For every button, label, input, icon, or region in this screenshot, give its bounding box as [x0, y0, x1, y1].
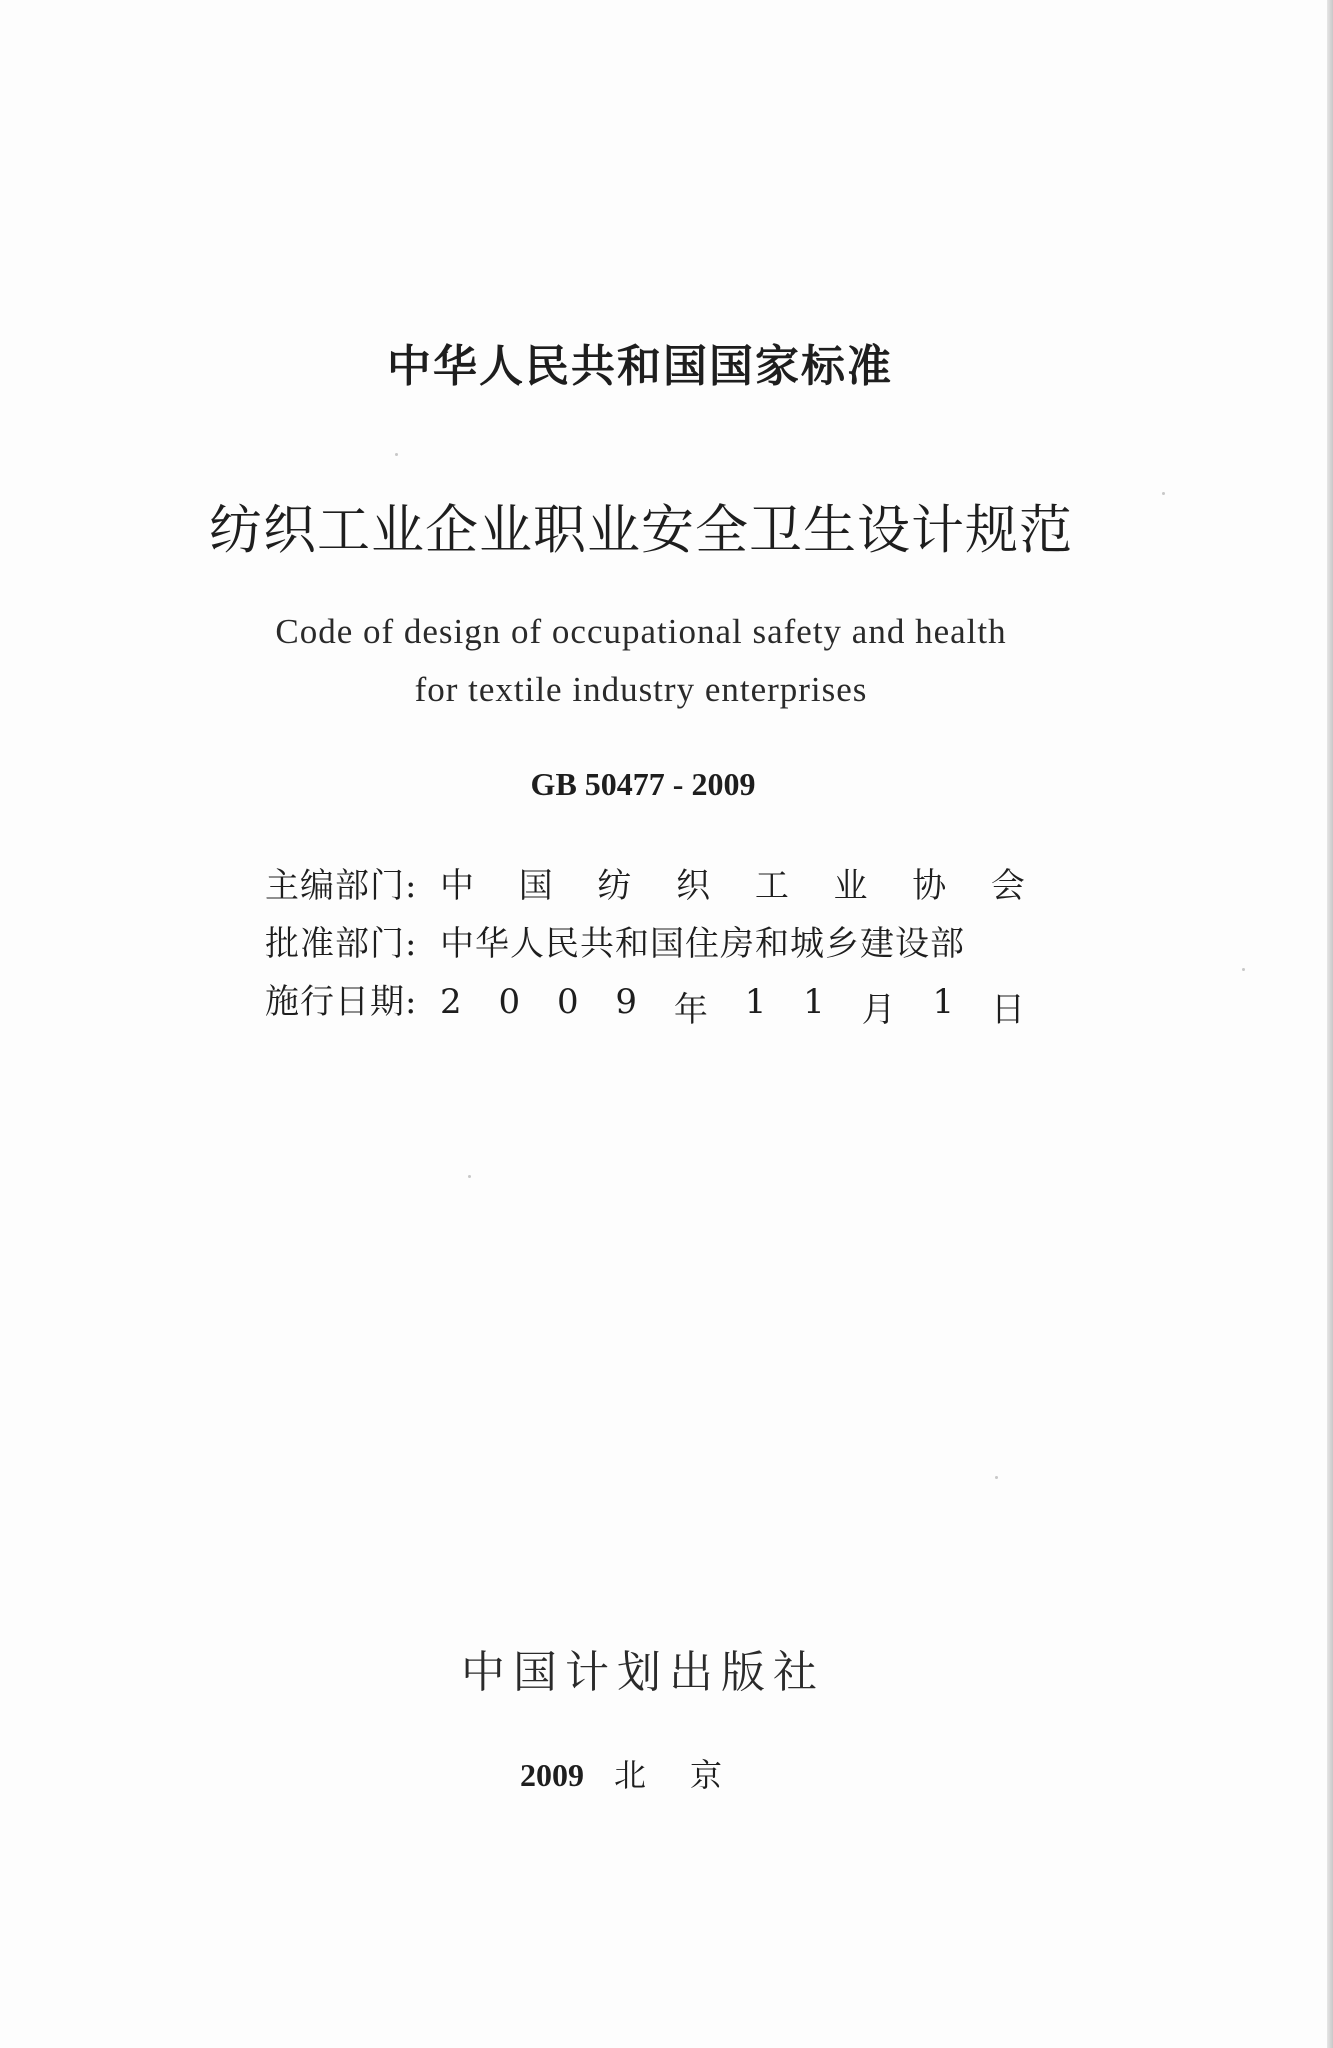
effective-date-label: 施行日期:	[265, 982, 418, 1022]
editor-char: 纺	[597, 866, 632, 906]
chinese-title: 纺织工业企业职业安全卫生设计规范	[209, 500, 1073, 561]
effective-date-char: 1	[744, 982, 767, 1022]
english-title-line-1: Code of design of occupational safety and health	[275, 612, 1007, 651]
publication-line	[0, 1750, 1286, 1796]
editor-row	[265, 858, 1025, 916]
approver-label: 批准部门:	[265, 924, 418, 964]
english-title-line-2: for textile industry enterprises	[414, 670, 868, 709]
editor-char: 协	[912, 866, 947, 906]
editor-char: 国	[518, 866, 553, 906]
metadata-block	[265, 858, 1025, 1032]
scan-speck	[468, 1175, 471, 1178]
editor-value	[440, 858, 1025, 907]
editor-char: 业	[833, 866, 868, 906]
scan-speck	[1162, 492, 1165, 495]
effective-date-char: 2	[440, 982, 462, 1022]
effective-date-row	[265, 974, 1025, 1032]
effective-date-char: 月	[861, 990, 896, 1030]
publisher-name: 中国计划出版社	[461, 1647, 825, 1698]
effective-date-char: 0	[556, 982, 579, 1022]
scan-speck	[1242, 968, 1245, 971]
document-type-heading: 中华人民共和国国家标准	[387, 341, 893, 392]
editor-char: 织	[676, 866, 711, 906]
page-edge-shadow	[1327, 0, 1333, 2048]
effective-date-char: 日	[990, 990, 1025, 1030]
scan-speck	[395, 453, 398, 456]
effective-date-char: 年	[673, 990, 708, 1030]
publication-year: 2009	[519, 1757, 584, 1793]
approver-value: 中华人民共和国住房和城乡建设部	[440, 924, 965, 964]
scan-speck	[995, 1476, 998, 1479]
editor-char: 中	[440, 866, 474, 906]
effective-date-char: 9	[615, 982, 638, 1022]
publication-city: 北京	[613, 1756, 766, 1794]
effective-date-char: 1	[803, 982, 825, 1022]
editor-label: 主编部门:	[265, 866, 418, 906]
effective-date-char: 0	[498, 982, 521, 1022]
effective-date-value	[440, 982, 1025, 1031]
standard-code: GB 50477 - 2009	[530, 766, 756, 802]
english-title	[0, 603, 1282, 719]
editor-char: 会	[990, 866, 1025, 906]
effective-date-char: 1	[932, 982, 955, 1022]
approver-row	[265, 916, 1025, 974]
editor-char: 工	[754, 866, 789, 906]
